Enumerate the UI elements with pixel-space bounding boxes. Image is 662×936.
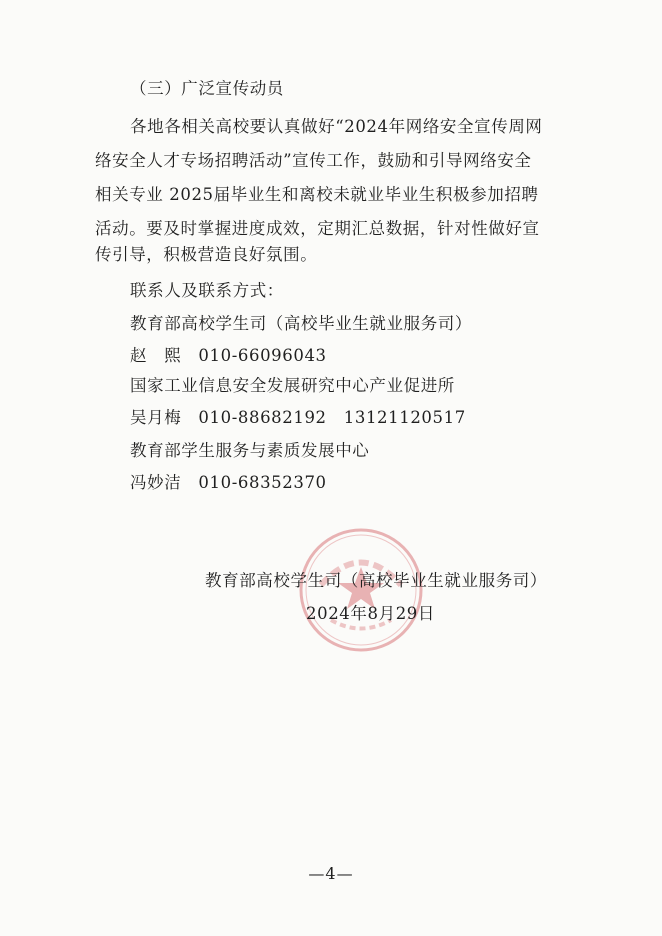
paragraph-line-4: 活动。要及时掌握进度成效，定期汇总数据，针对性做好宣 — [95, 219, 540, 238]
contact-org-2: 国家工业信息安全发展研究中心产业促进所 — [130, 376, 455, 395]
paragraph-line-3: 相关专业 2025届毕业生和离校未就业毕业生积极参加招聘 — [95, 185, 539, 204]
paragraph-line-2: 络安全人才专场招聘活动”宣传工作，鼓励和引导网络安全 — [95, 151, 532, 170]
contact-org-1: 教育部高校学生司（高校毕业生就业服务司） — [130, 314, 472, 333]
contact-person-1: 赵 熙 010-66096043 — [130, 346, 327, 365]
paragraph-line-1: 各地各相关高校要认真做好“2024年网络安全宣传周网 — [130, 117, 543, 136]
contact-org-3: 教育部学生服务与素质发展中心 — [130, 441, 370, 460]
paragraph-line-5: 传引导，积极营造良好氛围。 — [95, 245, 318, 264]
contacts-intro: 联系人及联系方式： — [130, 281, 284, 300]
page-number: —4— — [308, 864, 354, 883]
signature-date: 2024年8月29日 — [306, 604, 435, 623]
contact-person-2: 吴月梅 010-88682192 13121120517 — [130, 408, 466, 427]
signature-org: 教育部高校学生司（高校毕业生就业服务司） — [205, 571, 547, 590]
contact-person-3: 冯妙洁 010-68352370 — [130, 473, 327, 492]
section-heading: （三）广泛宣传动员 — [130, 79, 284, 98]
